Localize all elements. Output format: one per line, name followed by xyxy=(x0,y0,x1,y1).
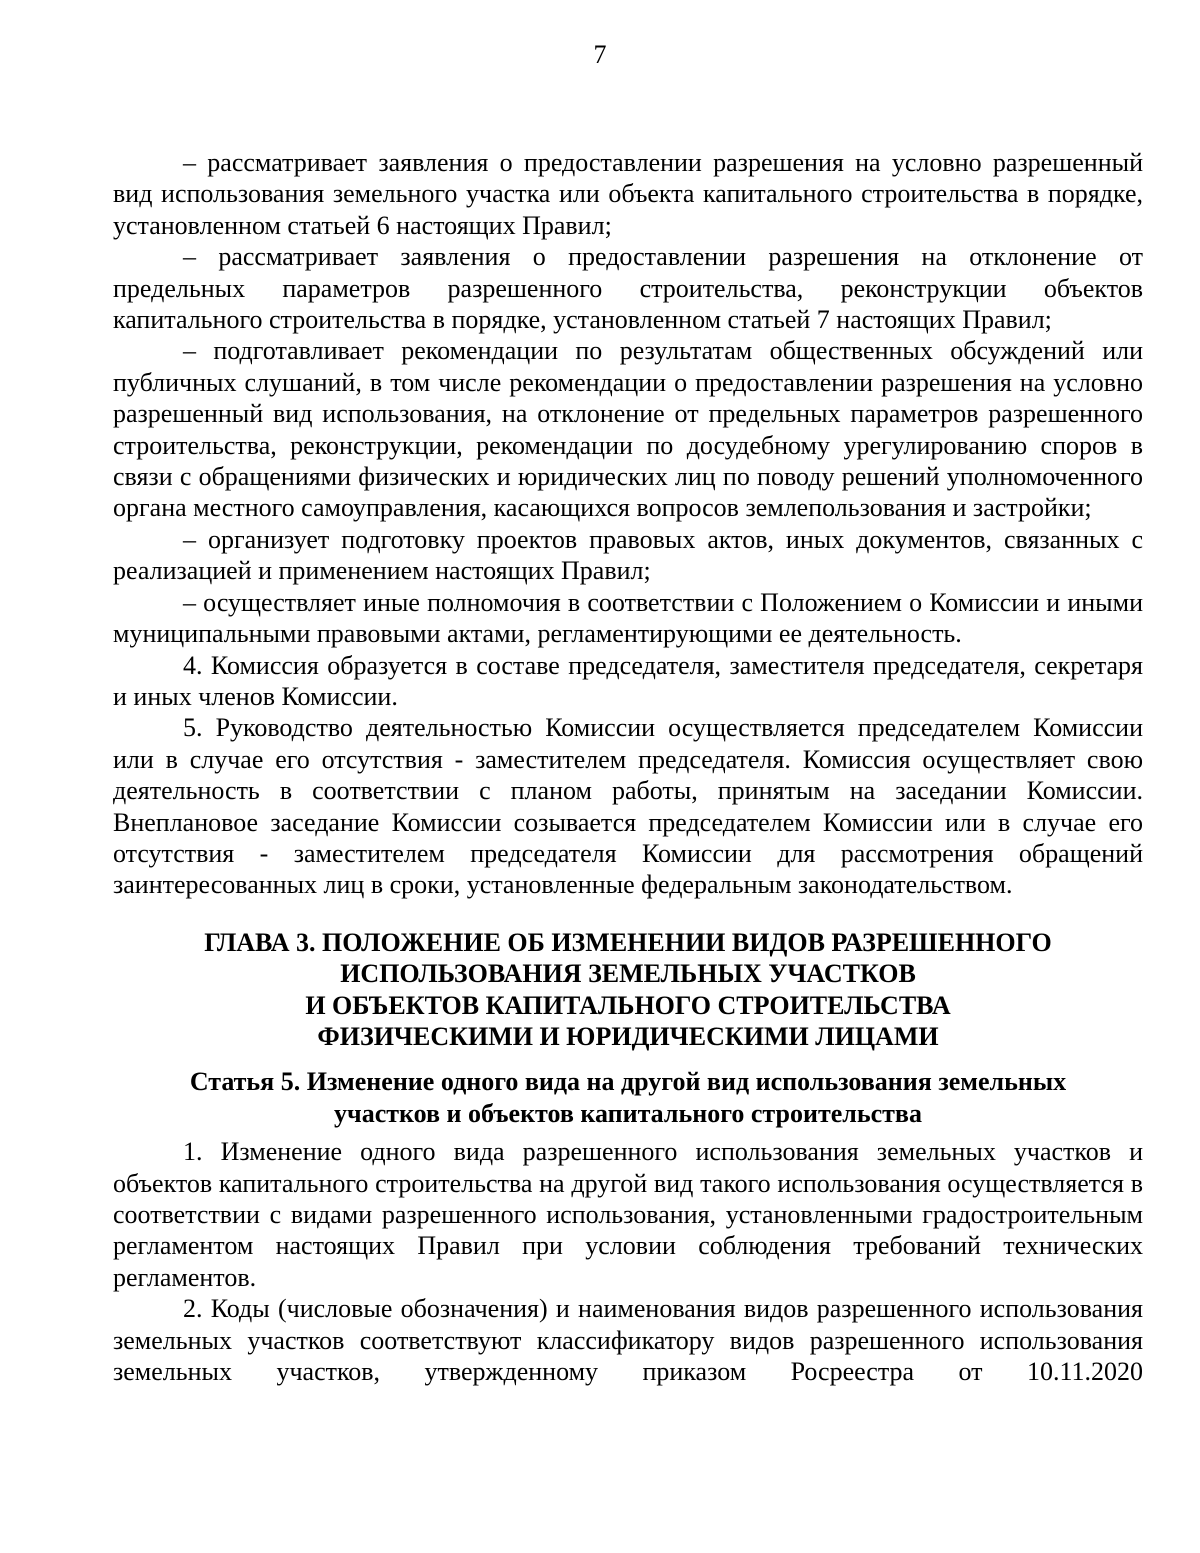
chapter-heading xyxy=(113,927,1143,1053)
chapter-heading-line: ГЛАВА 3. ПОЛОЖЕНИЕ ОБ ИЗМЕНЕНИИ ВИДОВ РАЗРЕШЕННОГО xyxy=(204,927,1052,957)
page-number: 7 xyxy=(593,40,607,69)
clause-4-composition: 4. Комиссия образуется в составе председателя, заместителя председателя, секретаря и иных членов Комиссии. xyxy=(113,650,1143,711)
list-item-review-deviation: – рассматривает заявления о предоставлении разрешения на отклонение от предельных параметров разрешенного строительства, реконструкции объектов капитального строительства в порядке, установленном статьей 7 настоящих Правил; xyxy=(113,242,1143,335)
chapter-heading-line: ИСПОЛЬЗОВАНИЯ ЗЕМЕЛЬНЫХ УЧАСТКОВ xyxy=(340,959,916,989)
article-5-clause-2: 2. Коды (числовые обозначения) и наименования видов разрешенного использования земельных участков соответствуют классификатору видов разрешенного использования земельных участков, утвержденному приказом Росреестра от 10.11.2020 xyxy=(113,1294,1143,1387)
article-heading xyxy=(113,1066,1143,1129)
list-item-recommendations: – подготавливает рекомендации по результатам общественных обсуждений или публичных слушаний, в том числе рекомендации о предоставлении разрешения на условно разрешенный вид использования, на отклонение от предельных параметров разрешенного строительства, реконструкции, рекомендации по досудебному урегулированию споров в связи с обращениями физических и юридических лиц по поводу решений уполномоченного органа местного самоуправления, касающихся вопросов землепользования и застройки; xyxy=(113,336,1143,523)
article-heading-line: Статья 5. Изменение одного вида на другой вид использования земельных xyxy=(189,1067,1067,1097)
article-heading-line: участков и объектов капитального строительства xyxy=(334,1098,922,1128)
list-item-draft-acts: – организует подготовку проектов правовых актов, иных документов, связанных с реализацией и применением настоящих Правил; xyxy=(113,524,1143,586)
chapter-heading-line: И ОБЪЕКТОВ КАПИТАЛЬНОГО СТРОИТЕЛЬСТВА xyxy=(305,990,951,1020)
article-5-clause-1: 1. Изменение одного вида разрешенного использования земельных участков и объектов капитального строительства на другой вид такого использования осуществляется в соответствии с видами разрешенного использования, установленными градостроительным регламентом настоящих Правил при условии соблюдения требований технических регламентов. xyxy=(113,1137,1143,1292)
list-item-other-powers: – осуществляет иные полномочия в соответствии с Положением о Комиссии и иными муниципальными правовыми актами, регламентирующими ее деятельность. xyxy=(113,587,1143,649)
list-item-review-conditional-use: – рассматривает заявления о предоставлении разрешения на условно разрешенный вид использования земельного участка или объекта капитального строительства в порядке, установленном статьей 6 настоящих Правил; xyxy=(113,148,1143,240)
chapter-heading-line: ФИЗИЧЕСКИМИ И ЮРИДИЧЕСКИМИ ЛИЦАМИ xyxy=(317,1021,939,1051)
clause-5-leadership: 5. Руководство деятельностью Комиссии осуществляется председателем Комиссии или в случае его отсутствия - заместителем председателя. Комиссия осуществляет свою деятельность в соответствии с планом работы, принятым на заседании Комиссии. Внеплановое заседание Комиссии созывается председателем Комиссии или в случае его отсутствия - заместителем председателя Комиссии для рассмотрения обращений заинтересованных лиц в сроки, установленные федеральным законодательством. xyxy=(113,713,1143,900)
document-body xyxy=(113,147,1143,1387)
